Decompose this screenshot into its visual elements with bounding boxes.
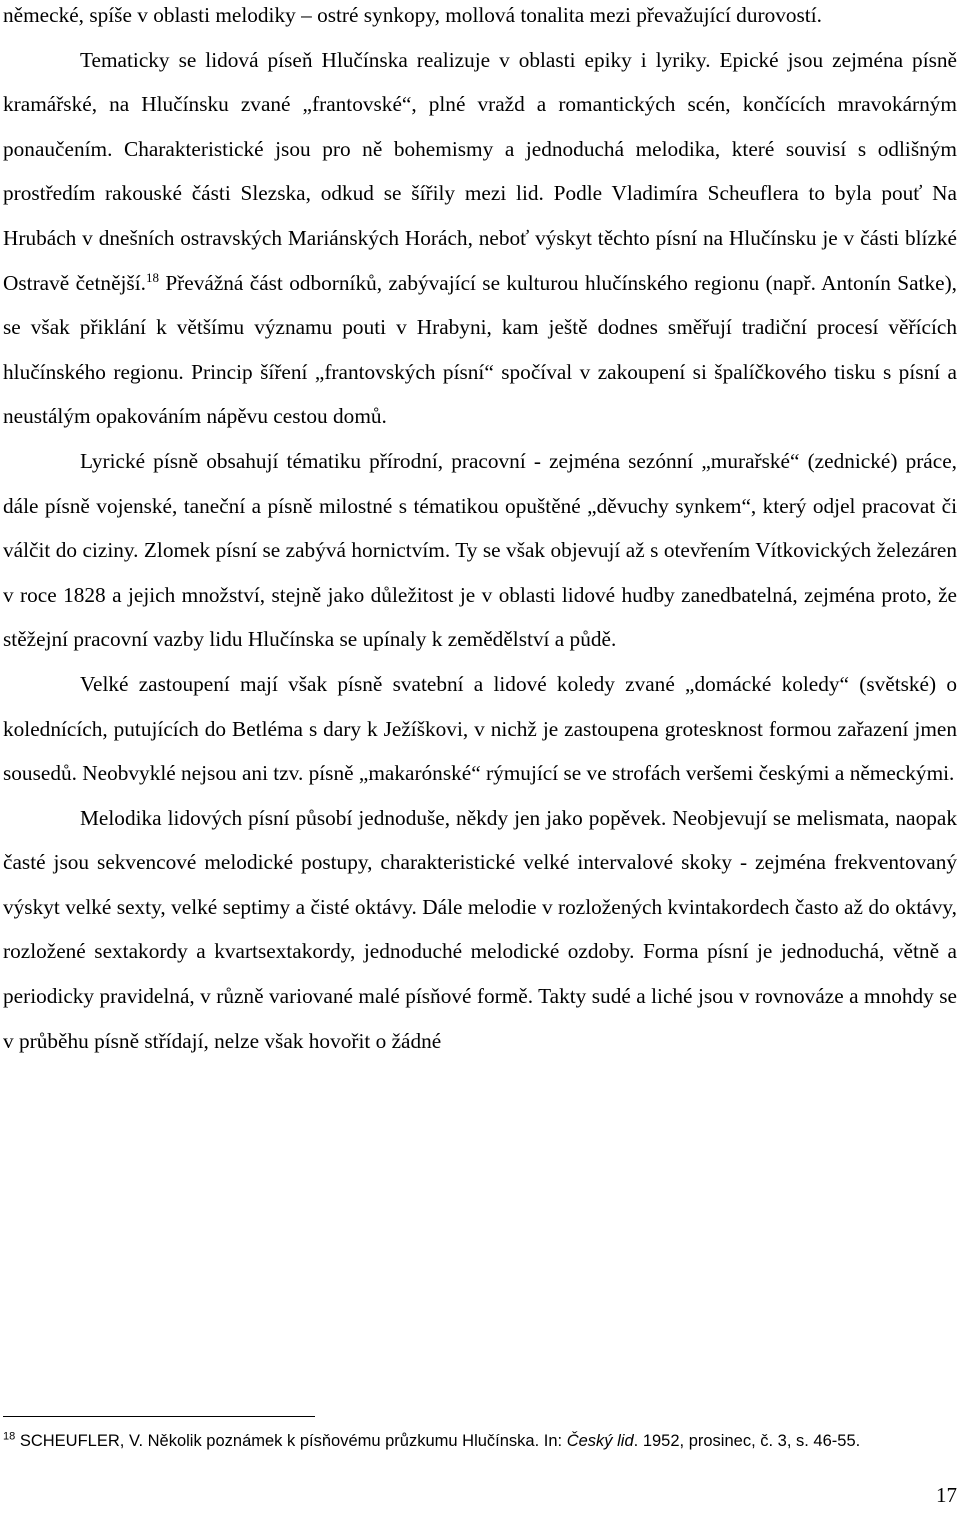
- footnote-text-end: . 1952, prosinec, č. 3, s. 46-55.: [633, 1432, 861, 1450]
- footnote-reference[interactable]: 18: [145, 269, 159, 285]
- paragraph-continuation: [3, 0, 957, 38]
- footnote-journal-title: Český lid: [566, 1432, 634, 1450]
- body-text: [3, 0, 957, 1063]
- paragraph-lyric-songs: [3, 439, 957, 662]
- footnote: [3, 1430, 953, 1453]
- paragraph-text: německé, spíše v oblasti melodiky – ostré synkopy, mollová tonalita mezi převažující durovostí.: [3, 3, 822, 27]
- paragraph-melody: [3, 796, 957, 1064]
- paragraph-epic-songs: [3, 38, 957, 439]
- page-number: 17: [936, 1483, 957, 1507]
- paragraph-carols: [3, 662, 957, 796]
- footnote-number: 18: [3, 1430, 16, 1443]
- paragraph-text: Tematicky se lidová píseň Hlučínska realizuje v oblasti epiky i lyriky. Epické jsou zejména písně kramářské, na Hlučínsku zvané „frantovské“, plné vražd a romantických scén, končících mravokárným ponaučením. Charakteristické jsou pro ně bohemismy a jednoduchá melodika, které souvisí s odlišným prostředím rakouské části Slezska, odkud se šířily mezi lid. Podle Vladimíra Scheuflera to byla pouť Na Hrubách v dnešních ostravských Mariánských Horách, neboť výskyt těchto písní na Hlučínsku je v části blízké Ostravě četnější.: [3, 47, 957, 295]
- paragraph-text: Převážná část odborníků, zabývající se kulturou hlučínského regionu (např. Antonín Satke), se však přiklání k většímu významu pouti v Hrabyni, kam ještě dodnes směřují tradiční procesí věřících hlučínského regionu. Princip šíření „frantovských písní“ spočíval v zakoupení si špalíčkového tisku s písní a neustálým opakováním nápěvu cestou domů.: [3, 270, 957, 429]
- footnote-separator: [3, 1416, 315, 1417]
- paragraph-text: Melodika lidových písní působí jednoduše, někdy jen jako popěvek. Neobjevují se melismata, naopak časté jsou sekvencové melodické postupy, charakteristické velké intervalové skoky - zejména frekventovaný výskyt velké sexty, velké septimy a čisté oktávy. Dále melodie v rozložených kvintakordech často až do oktávy, rozložené sextakordy a kvartsextakordy, jednoduché melodické ozdoby. Forma písní je jednoduchá, větně a periodicky pravidelná, v různě variované malé písňové formě. Takty sudé a liché jsou v rovnováze a mnohdy se v průběhu písně střídají, nelze však hovořit o žádné: [3, 805, 957, 1053]
- paragraph-text: Lyrické písně obsahují tématiku přírodní, pracovní - zejména sezónní „murařské“ (zednické) práce, dále písně vojenské, taneční a písně milostné s tématikou opuštěné „děvuchy synkem“, který odjel pracovat či válčit do ciziny. Zlomek písní se zabývá hornictvím. Ty se však objevují až s otevřením Vítkovických železáren v roce 1828 a jejich množství, stejně jako důležitost je v oblasti lidové hudby zanedbatelná, zejména proto, že stěžejní pracovní vazby lidu Hlučínska se upínaly k zemědělství a půdě.: [3, 448, 957, 652]
- footnote-text: SCHEUFLER, V. Několik poznámek k písňovému průzkumu Hlučínska. In:: [19, 1432, 567, 1450]
- paragraph-text: Velké zastoupení mají však písně svatební a lidové koledy zvané „domácké koledy“ (světské) o kolednících, putujících do Betléma s dary k Ježíškovi, v nichž je zastoupena grotesknost formou zařazení jmen sousedů. Neobvyklé nejsou ani tzv. písně „makarónské“ rýmující se ve strofách veršemi českými a německými.: [3, 671, 957, 786]
